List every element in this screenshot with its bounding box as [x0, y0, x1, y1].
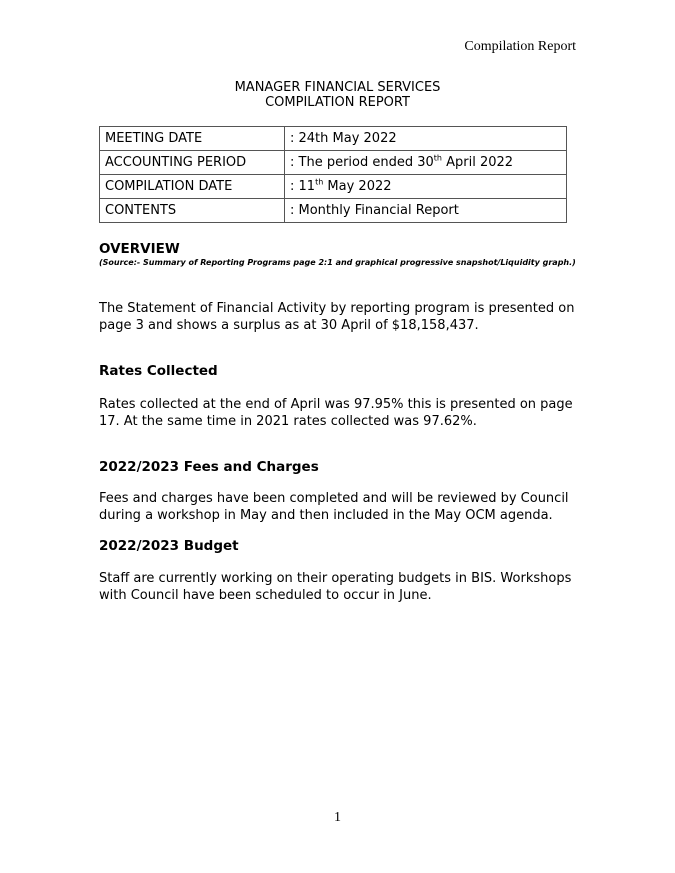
table-row — [100, 199, 567, 223]
budget-text: Staff are currently working on their operating budgets in BIS. Workshops with Council have been scheduled to occur in June. — [99, 571, 572, 603]
overview-heading: OVERVIEW — [99, 241, 180, 257]
accounting-period-value — [285, 151, 567, 175]
contents-value: : Monthly Financial Report — [285, 199, 567, 223]
compilation-date-ordinal: th — [315, 177, 324, 187]
budget-heading: 2022/2023 Budget — [99, 538, 239, 554]
title-line-1: MANAGER FINANCIAL SERVICES — [234, 80, 441, 95]
running-header: Compilation Report — [464, 39, 576, 54]
meeting-date-label: MEETING DATE — [100, 127, 285, 151]
accounting-period-prefix: : The period ended 30 — [290, 155, 434, 170]
compilation-date-label: COMPILATION DATE — [100, 175, 285, 199]
fees-text: Fees and charges have been completed and will be reviewed by Council during a workshop in May and then included in the May OCM agenda. — [99, 491, 569, 523]
accounting-period-ordinal: th — [433, 153, 442, 163]
budget-body — [99, 570, 579, 604]
rates-heading: Rates Collected — [99, 363, 218, 379]
report-title — [0, 80, 675, 110]
budget-section — [99, 538, 579, 554]
title-line-2: COMPILATION REPORT — [265, 95, 410, 110]
meeting-date-value: : 24th May 2022 — [285, 127, 567, 151]
accounting-period-rest: April 2022 — [442, 155, 514, 170]
fees-body — [99, 490, 579, 524]
page-number: 1 — [334, 810, 341, 825]
fees-section — [99, 459, 579, 475]
table-row — [100, 151, 567, 175]
meta-table — [99, 126, 567, 223]
overview-source-note: (Source:- Summary of Reporting Programs page 2:1 and graphical progressive snapshot/Liquidity graph.) — [99, 258, 576, 267]
compilation-date-rest: May 2022 — [323, 179, 392, 194]
rates-text: Rates collected at the end of April was 97.95% this is presented on page 17. At the same time in 2021 rates collected was 97.62%. — [99, 397, 573, 429]
rates-section — [99, 363, 579, 379]
compilation-date-prefix: : 11 — [290, 179, 316, 194]
table-row — [100, 127, 567, 151]
table-row — [100, 175, 567, 199]
overview-section — [99, 241, 579, 267]
overview-text: The Statement of Financial Activity by reporting program is presented on page 3 and shows a surplus as at 30 April of $18,158,437. — [99, 301, 575, 333]
fees-heading: 2022/2023 Fees and Charges — [99, 459, 319, 475]
rates-body — [99, 396, 579, 430]
overview-body — [99, 300, 579, 334]
compilation-date-value — [285, 175, 567, 199]
contents-label: CONTENTS — [100, 199, 285, 223]
accounting-period-label: ACCOUNTING PERIOD — [100, 151, 285, 175]
